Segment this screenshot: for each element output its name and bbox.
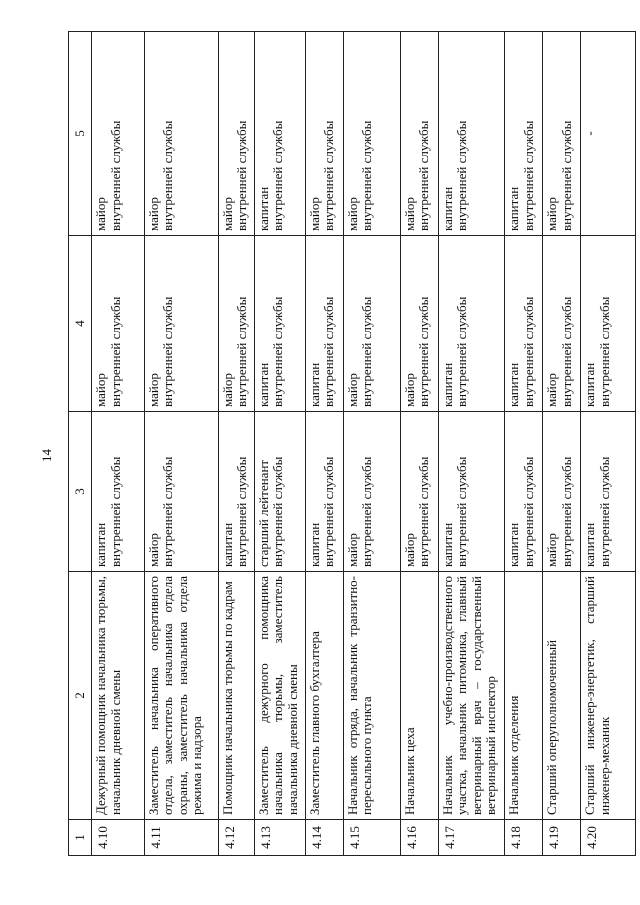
rank-text: майор [145, 533, 161, 567]
rotated-table-container [68, 32, 636, 856]
position-title: Начальник отряда, начальник транзитно-пересыльного пункта [343, 572, 400, 820]
rank-cell [305, 412, 343, 572]
rank-text: внутренней службы [160, 456, 176, 567]
row-number: 4.10 [92, 820, 145, 856]
rank-text: майор [344, 373, 360, 407]
row-number: 4.16 [400, 820, 438, 856]
position-title: Заместитель дежурного помощника начальника тюрьмы, заместитель начальника дневной смены [254, 572, 305, 820]
rank-cell [144, 236, 218, 412]
rank-cell [218, 236, 254, 412]
rank-text: внутренней службы [234, 456, 250, 567]
rank-cell [92, 32, 145, 236]
rank-cell [438, 32, 504, 236]
rank-text: майор [93, 197, 109, 231]
position-title: Заместитель главного бухгалтера [305, 572, 343, 820]
table-row [343, 32, 400, 856]
table-row [144, 32, 218, 856]
header-cell: 1 [69, 820, 92, 856]
rank-text: внутренней службы [160, 296, 176, 407]
rank-text: внутренней службы [454, 296, 470, 407]
rank-cell [92, 412, 145, 572]
rank-text: внутренней службы [359, 456, 375, 567]
rank-text: капитан [439, 522, 455, 567]
rank-text: внутренней службы [321, 120, 337, 231]
position-title: Начальник отделения [505, 572, 543, 820]
rank-text: внутренней службы [107, 456, 123, 567]
rank-text: внутренней службы [107, 296, 123, 407]
rank-text: майор [401, 197, 417, 231]
rank-cell [400, 236, 438, 412]
rank-text: внутренней службы [558, 296, 574, 407]
rank-text: майор [544, 533, 560, 567]
rank-text: капитан [306, 362, 322, 407]
rank-text: внутренней службы [234, 120, 250, 231]
rank-text: внутренней службы [270, 296, 286, 407]
rank-cell [438, 236, 504, 412]
rank-text: майор [306, 197, 322, 231]
rank-cell [305, 236, 343, 412]
rank-text: капитан [439, 186, 455, 231]
rank-text: капитан [506, 522, 522, 567]
rank-text: капитан [582, 522, 598, 567]
rank-text: капитан [93, 522, 109, 567]
header-cell: 5 [69, 32, 92, 236]
rank-text: внутренней службы [160, 120, 176, 231]
rank-cell [343, 236, 400, 412]
rank-text: старший лейтенант [255, 459, 271, 567]
header-cell: 4 [69, 236, 92, 412]
rank-cell [254, 236, 305, 412]
rank-cell [543, 236, 581, 412]
rank-text: капитан [506, 186, 522, 231]
rank-text: майор [544, 373, 560, 407]
rank-text: капитан [506, 362, 522, 407]
ranks-table [68, 31, 636, 856]
table-row [438, 32, 504, 856]
rank-cell [581, 32, 636, 236]
rank-text: майор [344, 533, 360, 567]
rank-text: - [582, 131, 598, 136]
rank-cell [400, 32, 438, 236]
table-row [581, 32, 636, 856]
rank-cell [438, 412, 504, 572]
rank-text: капитан [219, 522, 235, 567]
position-title: Помощник начальника тюрьмы по кадрам [218, 572, 254, 820]
rank-cell [144, 412, 218, 572]
table-row [305, 32, 343, 856]
table-row [254, 32, 305, 856]
position-title: Заместитель начальника оперативного отдела, заместитель начальника отдела охраны, заместитель начальника отдела режима и надзора [144, 572, 218, 820]
row-number: 4.20 [581, 820, 636, 856]
rank-cell [581, 412, 636, 572]
rank-text: внутренней службы [270, 120, 286, 231]
rank-text: майор [401, 533, 417, 567]
rank-text: майор [145, 373, 161, 407]
rank-cell [343, 412, 400, 572]
rank-cell [543, 412, 581, 572]
rank-text: внутренней службы [321, 456, 337, 567]
row-number: 4.12 [218, 820, 254, 856]
rank-text: внутренней службы [270, 456, 286, 567]
rank-text: внутренней службы [520, 456, 536, 567]
row-number: 4.18 [505, 820, 543, 856]
rank-cell [505, 236, 543, 412]
rank-cell [581, 236, 636, 412]
rank-text: майор [145, 197, 161, 231]
rank-text: майор [93, 373, 109, 407]
rank-text: внутренней службы [359, 296, 375, 407]
rank-text: внутренней службы [596, 456, 612, 567]
rank-cell [400, 412, 438, 572]
rank-text: внутренней службы [234, 296, 250, 407]
rank-cell [218, 412, 254, 572]
row-number: 4.17 [438, 820, 504, 856]
rank-cell [505, 412, 543, 572]
rank-text: внутренней службы [596, 296, 612, 407]
table-row [543, 32, 581, 856]
row-number: 4.13 [254, 820, 305, 856]
rank-text: майор [219, 197, 235, 231]
rank-text: майор [401, 373, 417, 407]
rank-text: внутренней службы [321, 296, 337, 407]
table-row [92, 32, 145, 856]
rank-text: майор [344, 197, 360, 231]
rank-text: капитан [306, 522, 322, 567]
rank-text: капитан [255, 186, 271, 231]
rank-text: капитан [255, 362, 271, 407]
position-title: Начальник цеха [400, 572, 438, 820]
rank-cell [254, 32, 305, 236]
table-row [400, 32, 438, 856]
header-row [69, 32, 92, 856]
rank-cell [343, 32, 400, 236]
header-cell: 3 [69, 412, 92, 572]
rank-cell [305, 32, 343, 236]
rank-text: внутренней службы [416, 296, 432, 407]
rank-text: майор [544, 197, 560, 231]
rank-text: внутренней службы [107, 120, 123, 231]
rank-text: внутренней службы [359, 120, 375, 231]
rank-text: внутренней службы [454, 120, 470, 231]
rank-text: внутренней службы [558, 120, 574, 231]
row-number: 4.11 [144, 820, 218, 856]
row-number: 4.15 [343, 820, 400, 856]
table-row [218, 32, 254, 856]
rank-text: майор [219, 373, 235, 407]
rank-text: внутренней службы [520, 296, 536, 407]
header-cell: 2 [69, 572, 92, 820]
rank-cell [254, 412, 305, 572]
rank-cell [505, 32, 543, 236]
rank-text: внутренней службы [558, 456, 574, 567]
row-number: 4.19 [543, 820, 581, 856]
rank-cell [218, 32, 254, 236]
row-number: 4.14 [305, 820, 343, 856]
position-title: Старший инженер-энергетик, старший инженер-механик [581, 572, 636, 820]
rank-text: капитан [439, 362, 455, 407]
position-title: Дежурный помощник начальника тюрьмы, начальник дневной смены [92, 572, 145, 820]
table-row [505, 32, 543, 856]
page-number: 14 [39, 449, 54, 462]
rank-text: капитан [582, 362, 598, 407]
rank-text: внутренней службы [416, 120, 432, 231]
rank-cell [92, 236, 145, 412]
position-title: Старший оперуполномоченный [543, 572, 581, 820]
rank-text: внутренней службы [416, 456, 432, 567]
rank-text: внутренней службы [454, 456, 470, 567]
rank-cell [543, 32, 581, 236]
rank-cell [144, 32, 218, 236]
position-title: Начальник учебно-производственного участка, начальник питомника, главный ветеринарный врач – государственный ветеринарный инспектор [438, 572, 504, 820]
rank-text: внутренней службы [520, 120, 536, 231]
